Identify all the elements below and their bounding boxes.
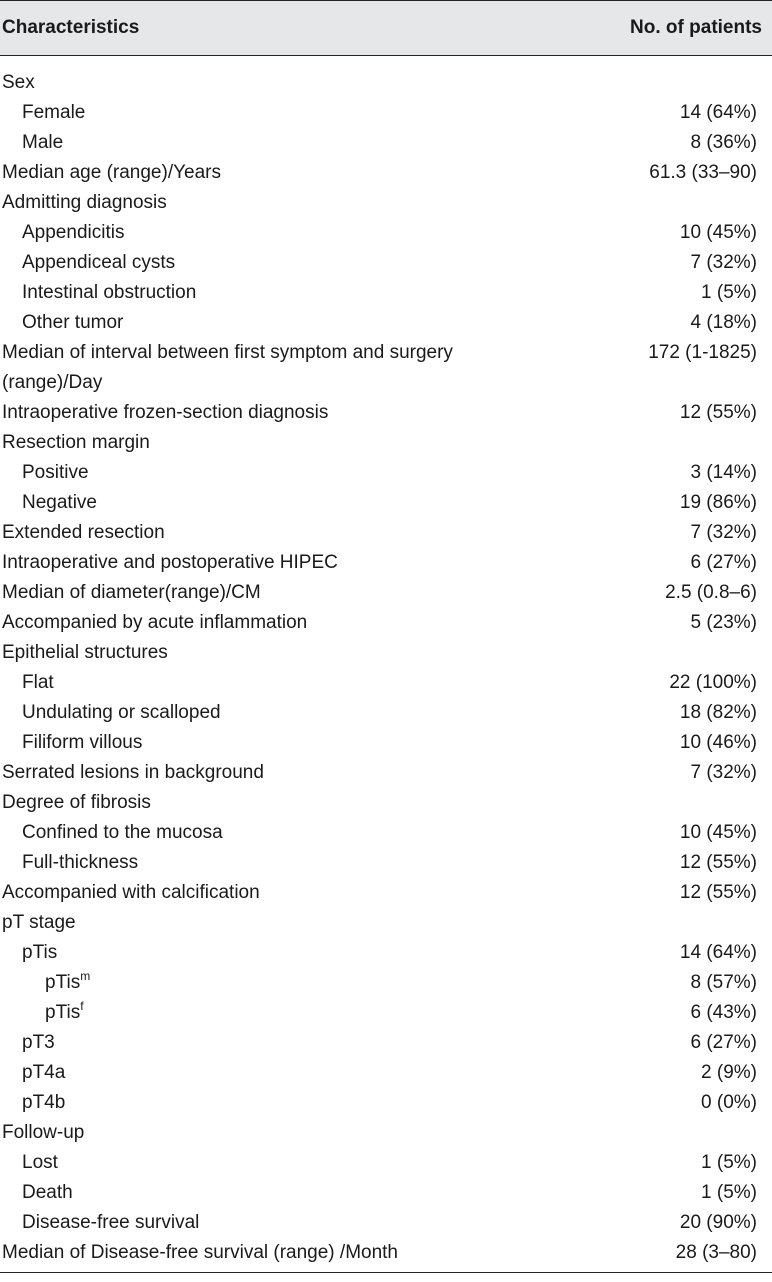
row-value: 18 (82%) — [679, 702, 757, 723]
row-value: 14 (64%) — [679, 102, 757, 123]
table-row — [0, 608, 772, 638]
row-value: 19 (86%) — [679, 492, 757, 513]
row-label: Confined to the mucosa — [22, 822, 223, 843]
table-row — [0, 848, 772, 878]
row-label-superscript: f — [80, 999, 84, 1013]
table-row — [0, 248, 772, 278]
row-value: 8 (57%) — [690, 972, 757, 993]
row-value: 5 (23%) — [690, 612, 757, 633]
row-label-superscript: m — [80, 969, 91, 983]
table-row — [0, 1178, 772, 1208]
table-row — [0, 968, 772, 998]
row-value: 7 (32%) — [690, 762, 757, 783]
table-row — [0, 818, 772, 848]
row-label: pT stage — [2, 912, 76, 933]
row-label: Admitting diagnosis — [2, 192, 167, 213]
row-label: Intestinal obstruction — [22, 282, 197, 303]
row-label-text: pTis — [45, 1002, 81, 1023]
table-row — [0, 308, 772, 338]
table-row — [0, 488, 772, 518]
table-header — [0, 1, 772, 56]
row-label: Accompanied by acute inflammation — [2, 612, 308, 633]
row-value: 10 (46%) — [679, 732, 757, 753]
table-row — [0, 638, 772, 668]
row-label — [45, 968, 90, 998]
row-value: 6 (27%) — [690, 552, 757, 573]
table-row — [0, 1028, 772, 1058]
table-row — [0, 128, 772, 158]
row-label: Serrated lesions in background — [2, 762, 264, 783]
table-row — [0, 1058, 772, 1088]
row-label: Disease-free survival — [22, 1212, 200, 1233]
table-body — [0, 68, 772, 1268]
table-row — [0, 728, 772, 758]
row-value: 12 (55%) — [679, 852, 757, 873]
table-row — [0, 428, 772, 458]
table-row — [0, 1238, 772, 1268]
row-value: 6 (43%) — [690, 1002, 757, 1023]
row-label: Full-thickness — [22, 852, 139, 873]
row-value: 1 (5%) — [701, 1152, 757, 1173]
row-value: 7 (32%) — [690, 522, 757, 543]
table-row — [0, 878, 772, 908]
table-row — [0, 158, 772, 188]
row-label: Undulating or scalloped — [22, 702, 221, 723]
table-row — [0, 1208, 772, 1238]
row-value: 7 (32%) — [690, 252, 757, 273]
row-value: 14 (64%) — [679, 942, 757, 963]
row-value: 61.3 (33–90) — [649, 162, 757, 183]
table-row — [0, 908, 772, 938]
row-value: 10 (45%) — [679, 822, 757, 843]
row-label: Appendicitis — [22, 222, 125, 243]
row-value: 172 (1-1825) — [648, 342, 757, 363]
row-label: Median age (range)/Years — [2, 162, 221, 183]
table-row — [0, 578, 772, 608]
row-value: 28 (3–80) — [675, 1242, 757, 1263]
row-label: Male — [22, 132, 64, 153]
row-label-text: pTis — [45, 972, 81, 993]
table-row — [0, 1118, 772, 1148]
row-value: 1 (5%) — [701, 1182, 757, 1203]
row-value: 20 (90%) — [679, 1212, 757, 1233]
row-label: Death — [22, 1182, 73, 1203]
row-label: Median of diameter(range)/CM — [2, 582, 261, 603]
table-row — [0, 998, 772, 1028]
row-label: Negative — [22, 492, 97, 513]
table-row — [0, 668, 772, 698]
header-no-of-patients: No. of patients — [630, 17, 762, 38]
table-row — [0, 68, 772, 98]
table-row — [0, 548, 772, 578]
bottom-rule — [0, 1272, 772, 1273]
row-value: 10 (45%) — [679, 222, 757, 243]
row-value: 8 (36%) — [690, 132, 757, 153]
table-row — [0, 218, 772, 248]
row-label: Filiform villous — [22, 732, 143, 753]
row-label: Intraoperative and postoperative HIPEC — [2, 552, 338, 573]
row-label: Other tumor — [22, 312, 124, 333]
row-label: Epithelial structures — [2, 642, 168, 663]
row-label: Appendiceal cysts — [22, 252, 176, 273]
table-row — [0, 1088, 772, 1118]
row-label: Female — [22, 102, 86, 123]
row-label: pT4a — [22, 1062, 66, 1083]
row-value: 4 (18%) — [690, 312, 757, 333]
table-row — [0, 98, 772, 128]
row-label: Degree of fibrosis — [2, 792, 151, 813]
table-row — [0, 338, 772, 398]
row-label: Median of interval between first symptom and surgery (range)/Day — [2, 342, 453, 393]
table-row — [0, 518, 772, 548]
table-row — [0, 398, 772, 428]
row-label: Intraoperative frozen-section diagnosis — [2, 402, 329, 423]
row-label: pT3 — [22, 1032, 55, 1053]
row-value: 22 (100%) — [669, 672, 757, 693]
row-value: 6 (27%) — [690, 1032, 757, 1053]
table-row — [0, 278, 772, 308]
row-label: pT4b — [22, 1092, 66, 1113]
row-label: Positive — [22, 462, 89, 483]
table-row — [0, 758, 772, 788]
row-value: 2 (9%) — [701, 1062, 757, 1083]
row-value: 3 (14%) — [690, 462, 757, 483]
row-label — [45, 998, 84, 1028]
row-value: 1 (5%) — [701, 282, 757, 303]
row-label: Accompanied with calcification — [2, 882, 260, 903]
row-label: Sex — [2, 72, 35, 93]
table-row — [0, 788, 772, 818]
row-label: Median of Disease-free survival (range) /Month — [2, 1242, 399, 1263]
table-row — [0, 188, 772, 218]
table-row — [0, 458, 772, 488]
row-label: Lost — [22, 1152, 58, 1173]
header-characteristics: Characteristics — [2, 17, 140, 38]
row-value: 12 (55%) — [679, 402, 757, 423]
row-label: pTis — [22, 942, 58, 963]
table-row — [0, 1148, 772, 1178]
table-row — [0, 698, 772, 728]
row-value: 2.5 (0.8–6) — [665, 582, 757, 603]
row-label: Flat — [22, 672, 54, 693]
table-row — [0, 938, 772, 968]
row-label: Extended resection — [2, 522, 165, 543]
row-value: 12 (55%) — [679, 882, 757, 903]
row-label: Follow-up — [2, 1122, 85, 1143]
row-label: Resection margin — [2, 432, 150, 453]
row-value: 0 (0%) — [701, 1092, 757, 1113]
